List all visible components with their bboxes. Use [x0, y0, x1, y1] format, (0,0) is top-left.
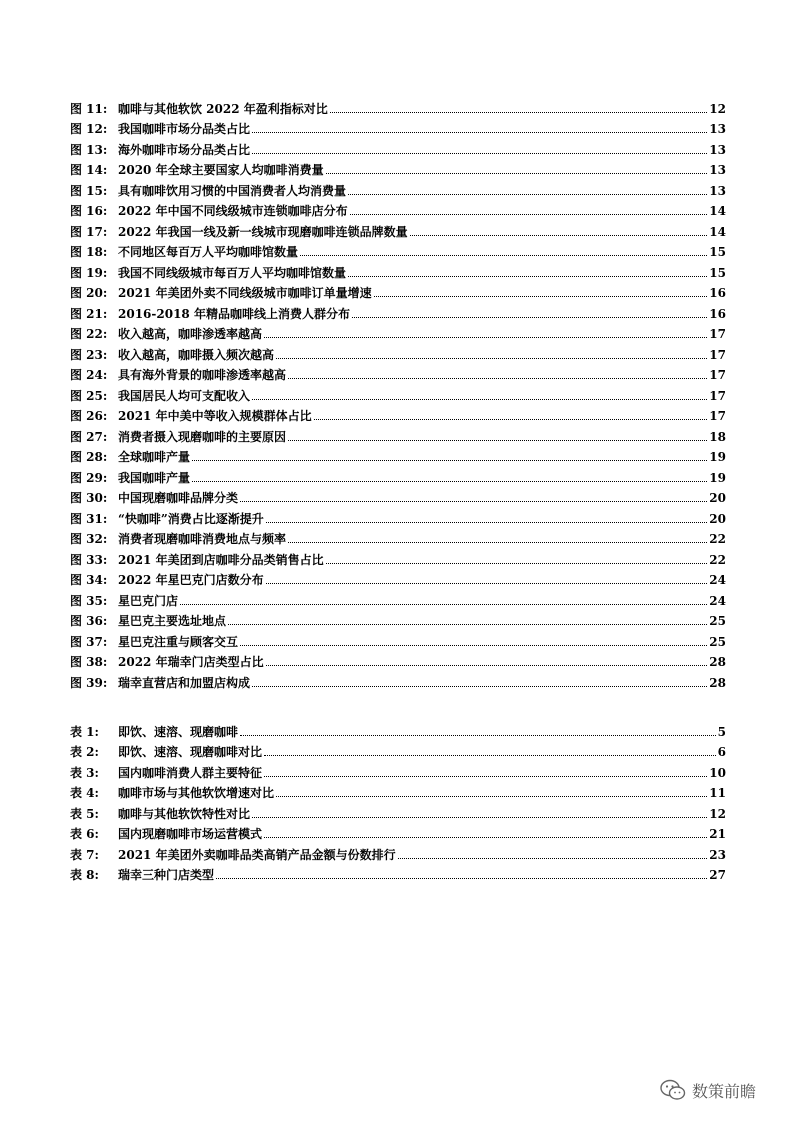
figure-entry-number: 图 38: — [70, 655, 108, 669]
figure-entry-page-number[interactable]: 15 — [709, 245, 726, 259]
figure-entry-title[interactable]: “快咖啡”消费占比逐渐提升 — [118, 511, 264, 526]
figure-entry-page-number[interactable]: 22 — [709, 532, 726, 546]
figure-entry-title[interactable]: 不同地区每百万人平均咖啡馆数量 — [118, 245, 299, 259]
figure-entry-page-number[interactable]: 24 — [709, 593, 726, 608]
figure-entry-number: 图 27: — [70, 429, 108, 444]
figure-entry[interactable] — [70, 280, 726, 301]
dot-leader — [352, 316, 707, 318]
dot-leader — [240, 644, 707, 646]
figure-entry[interactable] — [70, 669, 726, 690]
table-entry[interactable] — [70, 800, 726, 821]
dot-leader — [252, 152, 707, 154]
figure-entry-page-number[interactable]: 12 — [709, 101, 726, 116]
figure-entry-page-number[interactable]: 13 — [709, 163, 726, 177]
figure-entry-title[interactable]: 星巴克注重与顾客交互 — [118, 634, 239, 649]
figure-entry-number: 图 37: — [70, 634, 108, 649]
figure-entry-number: 图 32: — [70, 532, 108, 546]
figure-entry-number: 图 31: — [70, 511, 108, 526]
dot-leader — [348, 275, 707, 277]
figure-entry-number: 图 20: — [70, 286, 108, 300]
dot-leader — [276, 357, 707, 359]
figure-entry-page-number[interactable]: 14 — [709, 224, 726, 239]
table-entry[interactable] — [70, 821, 726, 842]
figure-entry-title[interactable]: 2022 年我国一线及新一线城市现磨咖啡连锁品牌数量 — [118, 224, 408, 239]
figure-entry-title[interactable]: 我国咖啡产量 — [118, 470, 191, 485]
table-entry[interactable] — [70, 780, 726, 801]
dot-leader — [300, 254, 707, 256]
figure-entry[interactable] — [70, 608, 726, 629]
figure-entry-page-number[interactable]: 24 — [709, 573, 726, 587]
figure-entry-page-number[interactable]: 13 — [709, 122, 726, 136]
figure-entry-title[interactable]: 2022 年瑞幸门店类型占比 — [118, 655, 264, 669]
figure-entry-number: 图 36: — [70, 614, 108, 628]
table-entry-title[interactable]: 瑞幸三种门店类型 — [118, 868, 215, 882]
figure-entry-number: 图 25: — [70, 388, 108, 403]
figure-entry-page-number[interactable]: 16 — [709, 306, 726, 321]
figure-entry[interactable] — [70, 136, 726, 157]
dot-leader — [240, 734, 716, 736]
figure-entry-number: 图 29: — [70, 470, 108, 485]
figure-entry-page-number[interactable]: 13 — [709, 183, 726, 198]
table-entry-number: 表 8: — [70, 868, 99, 882]
dot-leader — [264, 836, 707, 838]
table-entry[interactable] — [70, 739, 726, 760]
figure-entry-title[interactable]: 收入越高，咖啡摄入频次越高 — [118, 347, 275, 362]
dot-leader — [348, 193, 707, 195]
watermark — [660, 1078, 780, 1102]
figure-entry-title[interactable]: 瑞幸直营店和加盟店构成 — [118, 675, 251, 690]
watermark-text: 数策前瞻 — [692, 1081, 757, 1101]
figure-entry-title[interactable]: 我国不同线级城市每百万人平均咖啡馆数量 — [118, 265, 347, 280]
dot-leader — [314, 418, 708, 420]
table-entry-page-number[interactable]: 5 — [717, 724, 726, 739]
table-index-list — [70, 718, 726, 882]
dot-leader — [276, 795, 707, 797]
figure-entry-number: 图 39: — [70, 675, 108, 690]
figure-entry-title[interactable]: 2022 年中国不同线级城市连锁咖啡店分布 — [118, 204, 348, 218]
table-entry-title[interactable]: 咖啡市场与其他软饮增速对比 — [118, 786, 275, 800]
table-entry-number: 表 5: — [70, 806, 99, 821]
figure-entry-number: 图 12: — [70, 122, 108, 136]
figure-entry-title[interactable]: 中国现磨咖啡品牌分类 — [118, 491, 239, 505]
dot-leader — [288, 377, 707, 379]
table-entry[interactable] — [70, 841, 726, 862]
figure-entry-number: 图 21: — [70, 306, 108, 321]
dot-leader — [252, 685, 707, 687]
dot-leader — [330, 111, 708, 113]
figure-entry-page-number[interactable]: 25 — [709, 614, 726, 628]
figure-entry-number: 图 33: — [70, 552, 108, 567]
dot-leader — [240, 500, 707, 502]
wechat-icon — [660, 1079, 686, 1101]
dot-leader — [288, 439, 707, 441]
dot-leader — [374, 295, 708, 297]
dot-leader — [410, 234, 708, 236]
figure-entry-page-number[interactable]: 16 — [709, 286, 726, 300]
table-entry-page-number[interactable]: 12 — [709, 806, 726, 821]
dot-leader — [288, 541, 707, 543]
figure-entry-title[interactable]: 我国咖啡市场分品类占比 — [118, 122, 251, 136]
figure-index-list — [70, 95, 726, 690]
figure-entry[interactable] — [70, 423, 726, 444]
figure-entry-number: 图 24: — [70, 368, 108, 382]
table-entry-number: 表 2: — [70, 745, 99, 759]
figure-entry-title[interactable]: 消费者现磨咖啡消费地点与频率 — [118, 532, 287, 546]
figure-entry-page-number[interactable]: 13 — [709, 142, 726, 157]
figure-entry-page-number[interactable]: 14 — [709, 204, 726, 218]
table-entry-title[interactable]: 咖啡与其他软饮特性对比 — [118, 806, 251, 821]
figure-entry-title[interactable]: 具有咖啡饮用习惯的中国消费者人均消费量 — [118, 183, 347, 198]
figure-entry-number: 图 15: — [70, 183, 108, 198]
figure-entry[interactable] — [70, 587, 726, 608]
figure-entry[interactable] — [70, 259, 726, 280]
dot-leader — [266, 521, 707, 523]
figure-entry[interactable] — [70, 321, 726, 342]
dot-leader — [398, 857, 708, 859]
figure-entry[interactable] — [70, 526, 726, 547]
figure-entry-number: 图 11: — [70, 101, 108, 116]
figure-entry-number: 图 17: — [70, 224, 108, 239]
figure-entry-title[interactable]: 2022 年星巴克门店数分布 — [118, 573, 264, 587]
figure-entry-page-number[interactable]: 25 — [709, 634, 726, 649]
table-entry-page-number[interactable]: 11 — [709, 786, 726, 800]
figure-entry-number: 图 14: — [70, 163, 108, 177]
figure-entry-page-number[interactable]: 28 — [709, 655, 726, 669]
table-entry-title[interactable]: 即饮、速溶、现磨咖啡 — [118, 724, 239, 739]
figure-entry-number: 图 13: — [70, 142, 108, 157]
table-entry-title[interactable]: 国内咖啡消费人群主要特征 — [118, 765, 263, 780]
figure-entry-title[interactable]: 2021 年美团到店咖啡分品类销售占比 — [118, 552, 324, 567]
figure-entry-page-number[interactable]: 28 — [709, 675, 726, 690]
figure-entry-number: 图 35: — [70, 593, 108, 608]
figure-entry[interactable] — [70, 362, 726, 383]
figure-entry-number: 图 22: — [70, 327, 108, 341]
figure-entry[interactable] — [70, 218, 726, 239]
dot-leader — [350, 213, 708, 215]
table-entry-number: 表 6: — [70, 827, 99, 841]
figure-entry[interactable] — [70, 649, 726, 670]
table-entry-title[interactable]: 即饮、速溶、现磨咖啡对比 — [118, 745, 263, 759]
figure-entry[interactable] — [70, 382, 726, 403]
figure-entry-number: 图 23: — [70, 347, 108, 362]
figure-entry[interactable] — [70, 403, 726, 424]
figure-entry-page-number[interactable]: 20 — [709, 491, 726, 505]
dot-leader — [266, 582, 708, 584]
figure-entry[interactable] — [70, 546, 726, 567]
figure-entry-title[interactable]: 2020 年全球主要国家人均咖啡消费量 — [118, 163, 324, 177]
dot-leader — [326, 562, 708, 564]
figure-entry-page-number[interactable]: 17 — [709, 368, 726, 382]
table-entry-number: 表 3: — [70, 765, 99, 780]
dot-leader — [252, 816, 707, 818]
figure-entry-page-number[interactable]: 17 — [709, 347, 726, 362]
dot-leader — [252, 131, 707, 133]
figure-entry-page-number[interactable]: 15 — [709, 265, 726, 280]
figure-entry-title[interactable]: 我国居民人均可支配收入 — [118, 388, 251, 403]
dot-leader — [326, 172, 708, 174]
dot-leader — [264, 754, 716, 756]
figure-entry[interactable] — [70, 485, 726, 506]
figure-entry-page-number[interactable]: 20 — [709, 511, 726, 526]
dot-leader — [192, 480, 707, 482]
figure-entry-title[interactable]: 星巴克门店 — [118, 593, 179, 608]
figure-entry-page-number[interactable]: 19 — [709, 450, 726, 464]
figure-entry-title[interactable]: 海外咖啡市场分品类占比 — [118, 142, 251, 157]
table-entry-number: 表 4: — [70, 786, 99, 800]
figure-entry-number: 图 18: — [70, 245, 108, 259]
table-entry[interactable] — [70, 862, 726, 883]
dot-leader — [266, 664, 708, 666]
figure-entry-title[interactable]: 星巴克主要选址地点 — [118, 614, 227, 628]
figure-entry-page-number[interactable]: 17 — [709, 409, 726, 423]
figure-entry[interactable] — [70, 300, 726, 321]
figure-entry-title[interactable]: 咖啡与其他软饮 2022 年盈利指标对比 — [118, 101, 328, 116]
dot-leader — [216, 877, 707, 879]
figure-entry-page-number[interactable]: 19 — [709, 470, 726, 485]
figure-entry[interactable] — [70, 157, 726, 178]
figure-entry[interactable] — [70, 198, 726, 219]
figure-entry-number: 图 34: — [70, 573, 108, 587]
table-entry-title[interactable]: 2021 年美团外卖咖啡品类高销产品金额与份数排行 — [118, 847, 396, 862]
table-entry-page-number[interactable]: 21 — [709, 827, 726, 841]
table-entry-number: 表 1: — [70, 724, 99, 739]
figure-entry-page-number[interactable]: 17 — [709, 327, 726, 341]
figure-entry[interactable] — [70, 628, 726, 649]
dot-leader — [228, 623, 707, 625]
table-entry-page-number[interactable]: 27 — [709, 868, 726, 882]
table-entry-page-number[interactable]: 6 — [717, 745, 726, 759]
figure-entry-title[interactable]: 2021 年美团外卖不同线级城市咖啡订单量增速 — [118, 286, 372, 300]
table-entry-title[interactable]: 国内现磨咖啡市场运营模式 — [118, 827, 263, 841]
figure-entry-title[interactable]: 2016-2018 年精品咖啡线上消费人群分布 — [118, 306, 350, 321]
figure-entry-number: 图 16: — [70, 204, 108, 218]
figure-entry[interactable] — [70, 177, 726, 198]
dot-leader — [264, 775, 707, 777]
figure-entry-page-number[interactable]: 22 — [709, 552, 726, 567]
figure-entry[interactable] — [70, 567, 726, 588]
dot-leader — [180, 603, 707, 605]
table-entry-number: 表 7: — [70, 847, 99, 862]
figure-entry-title[interactable]: 消费者摄入现磨咖啡的主要原因 — [118, 429, 287, 444]
figure-entry[interactable] — [70, 505, 726, 526]
figure-entry[interactable] — [70, 464, 726, 485]
figure-entry-number: 图 19: — [70, 265, 108, 280]
figure-entry-page-number[interactable]: 18 — [709, 429, 726, 444]
figure-entry-title[interactable]: 2021 年中美中等收入规模群体占比 — [118, 409, 312, 423]
table-entry-page-number[interactable]: 10 — [709, 765, 726, 780]
figure-entry-page-number[interactable]: 17 — [709, 388, 726, 403]
figure-entry-number: 图 28: — [70, 450, 108, 464]
table-entry-page-number[interactable]: 23 — [709, 847, 726, 862]
table-entry[interactable] — [70, 718, 726, 739]
dot-leader — [252, 398, 707, 400]
figure-entry[interactable] — [70, 239, 726, 260]
figure-entry-title[interactable]: 收入越高，咖啡渗透率越高 — [118, 327, 263, 341]
figure-entry[interactable] — [70, 95, 726, 116]
dot-leader — [264, 336, 707, 338]
figure-entry[interactable] — [70, 116, 726, 137]
dot-leader — [192, 459, 707, 461]
figure-entry[interactable] — [70, 341, 726, 362]
table-entry[interactable] — [70, 759, 726, 780]
figure-entry-number: 图 26: — [70, 409, 108, 423]
figure-entry-title[interactable]: 全球咖啡产量 — [118, 450, 191, 464]
figure-entry[interactable] — [70, 444, 726, 465]
figure-entry-number: 图 30: — [70, 491, 108, 505]
figure-entry-title[interactable]: 具有海外背景的咖啡渗透率越高 — [118, 368, 287, 382]
